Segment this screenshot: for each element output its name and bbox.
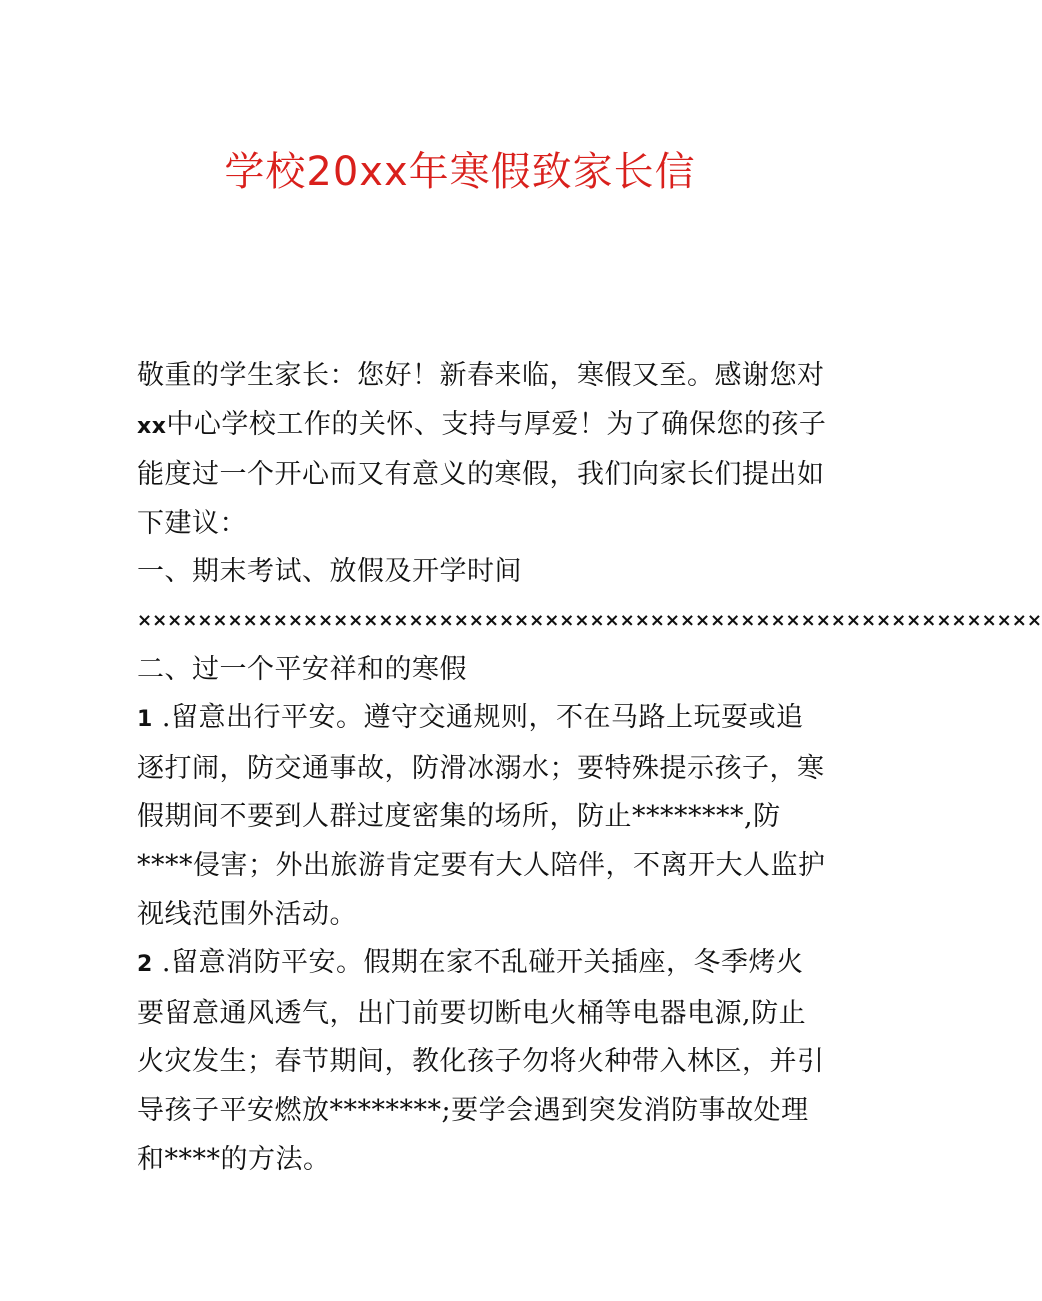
item-2-line-5: 和****的方法。 [137,1143,331,1175]
item-2-number: 2 [137,952,153,978]
section-1-heading-text: 一、期末考试、放假及开学时间 [137,556,522,588]
item-2-line-3: 火灾发生；春节期间，教化孩子勿将火种带入林区，并引 [137,1046,825,1078]
item-1-line-4: ****侵害；外出旅游肯定要有大人陪伴，不离开大人监护 [137,849,826,881]
item-2-line-4: 导孩子平安燃放********;要学会遇到突发消防事故处理 [137,1094,809,1126]
item-2-line-2: 要留意通风透气，出门前要切断电火桶等电器电源,防止 [137,997,807,1029]
school-name-placeholder: xx [137,413,167,439]
item-2-paragraph [137,939,825,1184]
item-1-line-1-text: .留意出行平安。遵守交通规则，不在马路上玩耍或追 [152,702,804,734]
greeting-line-4: 下建议： [137,507,247,539]
document-body [137,352,1042,1184]
section-2-heading-text: 二、过一个平安祥和的寒假 [137,653,467,685]
item-1-line-1 [137,694,804,745]
section-1-heading [137,548,797,597]
greeting-line-2-text: 中心学校工作的关怀、支持与厚爱！为了确保您的孩子 [166,408,827,440]
greeting-line-2 [137,401,827,452]
section-2-heading [137,646,797,695]
greeting-paragraph [137,352,827,548]
greeting-line-1: 敬重的学生家长：您好！新春来临，寒假又至。感谢您对 [137,360,825,391]
document-title: 学校20xx年寒假致家长信 [224,149,696,195]
section-1-placeholder: ×××××××××××××××××××××××××××××××××××××××××××××××××××××××××××× [137,609,1042,631]
item-1-number: 1 [137,707,153,733]
item-1-paragraph [137,694,826,939]
item-1-line-2: 逐打闹，防交通事故，防滑冰溺水；要特殊提示孩子，寒 [137,752,825,784]
greeting-line-3: 能度过一个开心而又有意义的寒假，我们向家长们提出如 [137,459,825,491]
item-2-line-1-text: .留意消防平安。假期在家不乱碰开关插座，冬季烤火 [152,947,804,979]
section-1-content [137,597,1042,646]
item-2-line-1 [137,939,804,990]
item-1-line-3: 假期间不要到人群过度密集的场所，防止********,防 [137,801,781,833]
item-1-line-5: 视线范围外活动。 [137,898,357,930]
